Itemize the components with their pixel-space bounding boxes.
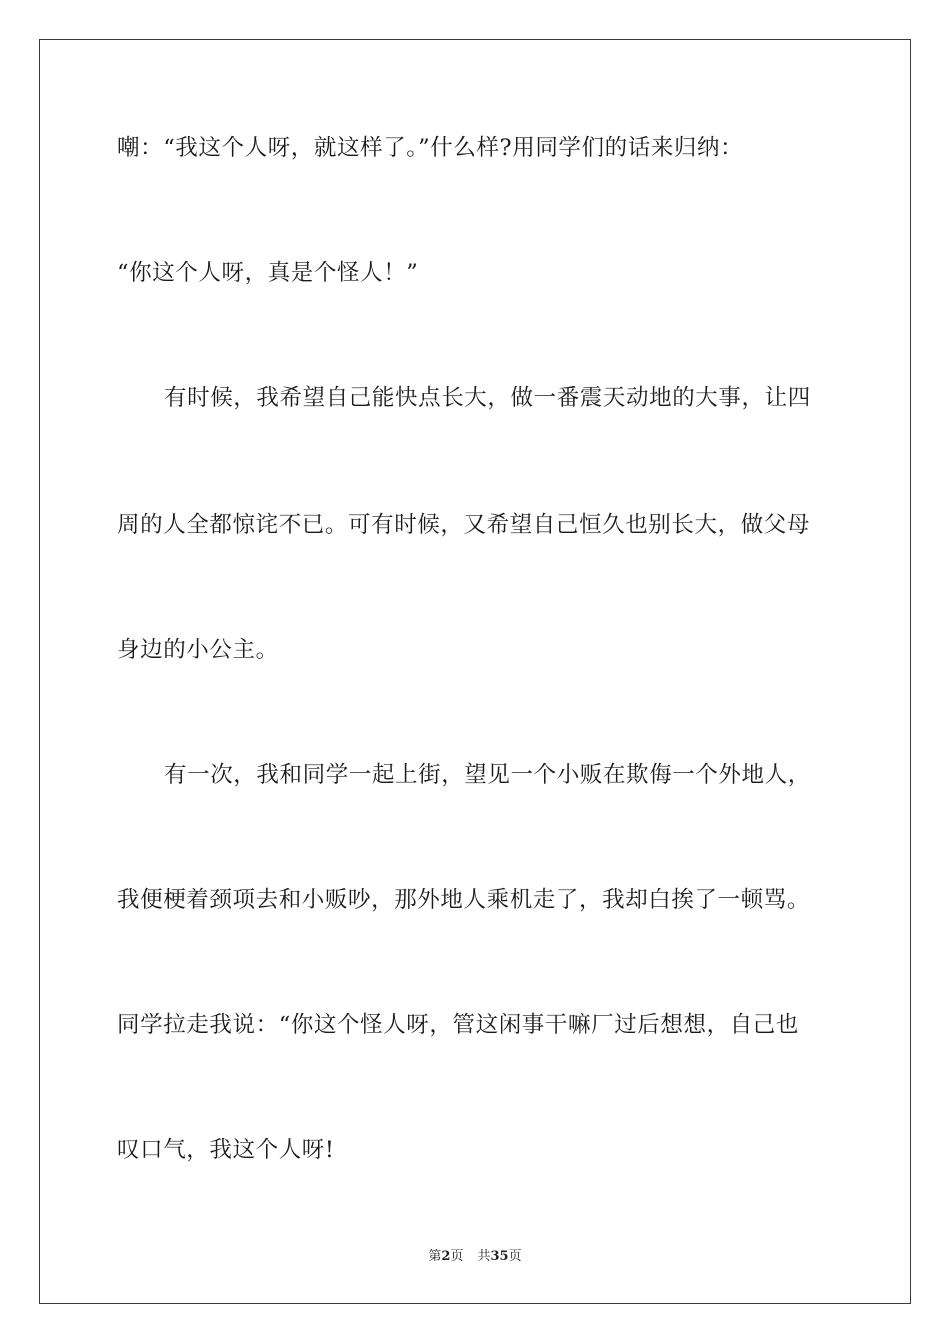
total-suffix: 页 (508, 1249, 522, 1264)
page-number: 2 (441, 1249, 451, 1264)
text-line-1: 嘲：“我这个人呀，就这样了。”什么样?用同学们的话来归纳： (117, 135, 744, 161)
text-line-8: 同学拉走我说：“你这个怪人呀，管这闲事干嘛厂过后想想，自己也 (117, 1012, 800, 1038)
page-border (39, 39, 911, 1304)
text-line-9: 叹口气，我这个人呀! (117, 1137, 335, 1163)
text-line-7: 我便梗着颈项去和小贩吵，那外地人乘机走了，我却白挨了一顿骂。 (117, 887, 811, 913)
text-line-4: 周的人全都惊诧不已。可有时候，又希望自己恒久也别长大，做父母 (117, 512, 811, 538)
text-line-6: 有一次，我和同学一起上街，望见一个小贩在欺侮一个外地人， (164, 762, 811, 788)
page-prefix: 第 (428, 1249, 442, 1264)
total-prefix: 共 (477, 1249, 491, 1264)
page-footer (0, 1248, 950, 1266)
page-suffix: 页 (450, 1249, 464, 1264)
text-line-2: “你这个人呀，真是个怪人！” (117, 260, 419, 286)
text-line-3: 有时候，我希望自己能快点长大，做一番震天动地的大事，让四 (164, 385, 811, 411)
text-line-5: 身边的小公主。 (117, 637, 279, 663)
total-pages: 35 (490, 1249, 509, 1264)
